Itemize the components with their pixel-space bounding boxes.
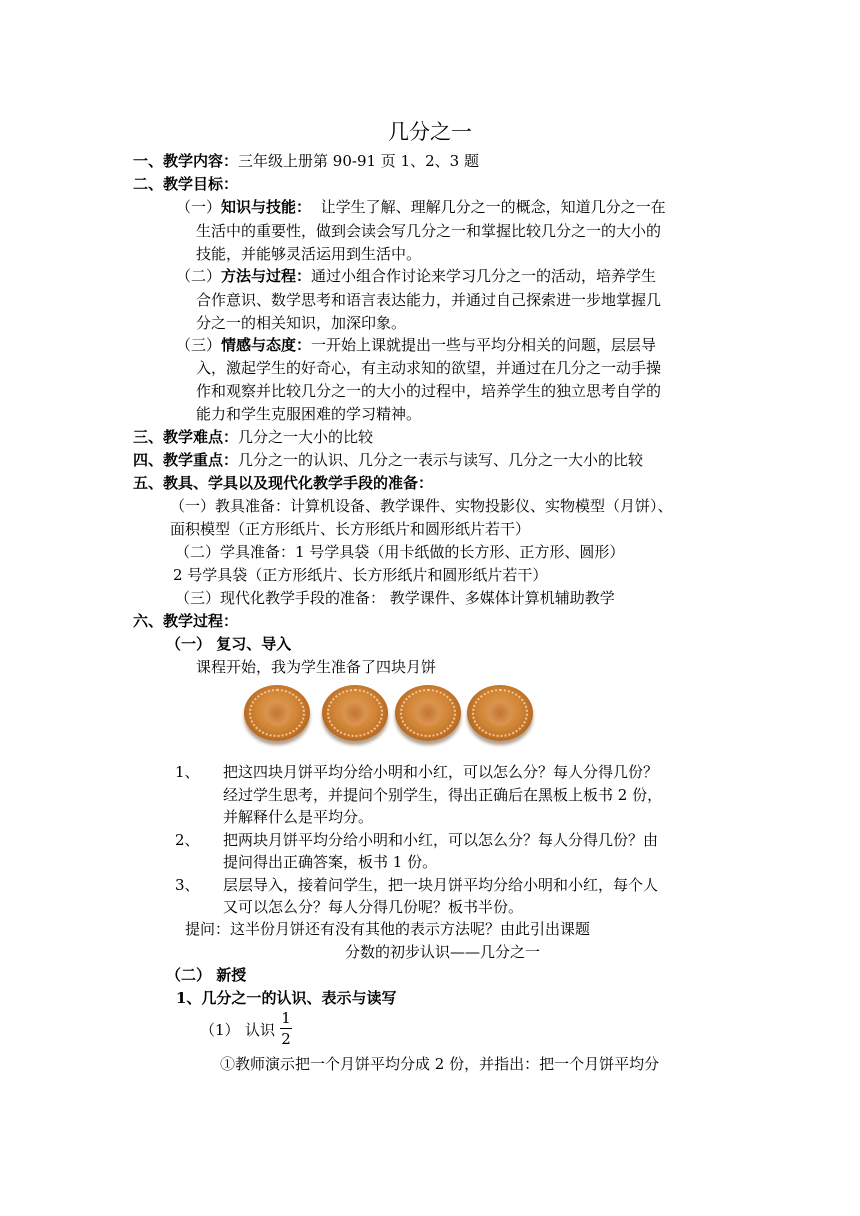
prep-teacher-line1: （一）教具准备：计算机设备、教学课件、实物投影仪、实物模型（月饼）、 <box>170 497 673 515</box>
section-number: 三、 <box>133 428 164 446</box>
prep-student-line1: （二）学具准备：1 号学具袋（用卡纸做的长方形、正方形、圆形） <box>175 543 625 561</box>
list-item-number: 3、 <box>175 876 200 894</box>
list-item-line: 经过学生思考，并提问个别学生，得出正确后在黑板上板书 2 份， <box>223 786 663 804</box>
list-item-line: 把两块月饼平均分给小明和小红，可以怎么分？每人分得几份？由 <box>223 831 659 849</box>
section-text: 几分之一的认识、几分之一表示与读写、几分之一大小的比较 <box>238 451 644 469</box>
section-number: 一、 <box>133 152 164 170</box>
section-content <box>133 151 479 171</box>
goal-text: 一开始上课就提出一些与平均分相关的问题，层层导 <box>311 336 657 354</box>
prep-modern-line: （三）现代化教学手段的准备： 教学课件、多媒体计算机辅助教学 <box>175 589 615 607</box>
section-preparation <box>133 473 433 493</box>
lesson-topic: 分数的初步认识——几分之一 <box>345 943 541 961</box>
section-text: 三年级上册第 90-91 页 1、2、3 题 <box>238 152 479 170</box>
prep-student-line2: 2 号学具袋（正方形纸片、长方形纸片和圆形纸片若干） <box>173 566 548 584</box>
goal-method-line3: 分之一的相关知识，加深印象。 <box>196 314 407 332</box>
section-label: 教学过程： <box>163 612 239 630</box>
section-label: 教学内容： <box>163 152 239 170</box>
section-label: 教学目标： <box>163 175 239 193</box>
subheading-new: （二） 新授 <box>166 966 247 984</box>
section-number: 五、 <box>133 474 164 492</box>
list-item-number: 1、 <box>175 763 200 781</box>
section-text: 几分之一大小的比较 <box>238 428 374 446</box>
section-difficulty <box>133 427 373 447</box>
goal-label: 情感与态度： <box>221 336 312 354</box>
goal-attitude-line2: 入，激起学生的好奇心，有主动求知的欲望，并通过在几分之一动手操 <box>196 359 662 377</box>
goal-knowledge-line3: 技能，并能够灵活运用到生活中。 <box>196 245 422 263</box>
question-text: 提问：这半份月饼还有没有其他的表示方法呢？由此引出课题 <box>185 920 591 938</box>
fraction-denominator: 2 <box>281 1030 291 1048</box>
fraction-bar <box>280 1028 292 1029</box>
list-item-line: 提问得出正确答案，板书 1 份。 <box>223 853 438 871</box>
list-item-line: 层层导入，接着问学生，把一块月饼平均分给小明和小红，每个人 <box>223 876 659 894</box>
section-number: 二、 <box>133 175 164 193</box>
goal-label: 知识与技能： <box>221 198 312 216</box>
subheading-review: （一） 复习、导入 <box>166 635 292 653</box>
goal-number: （二） <box>176 267 222 285</box>
section-number: 六、 <box>133 612 164 630</box>
goal-text: 让学生了解、理解几分之一的概念，知道几分之一在 <box>320 198 666 216</box>
fraction-numerator: 1 <box>281 1009 291 1027</box>
section-process <box>133 611 238 631</box>
section-number: 四、 <box>133 451 164 469</box>
sub-item-text: 认识 <box>245 1021 276 1039</box>
subheading-recognition: 1、几分之一的认识、表示与读写 <box>176 989 397 1007</box>
section-focus <box>133 450 643 470</box>
mooncake-image-4 <box>467 685 533 741</box>
goal-attitude-line1 <box>176 335 656 355</box>
demo-text: ①教师演示把一个月饼平均分成 2 份，并指出：把一个月饼平均分 <box>220 1055 660 1073</box>
goal-attitude-line4: 能力和学生克服困难的学习精神。 <box>196 405 422 423</box>
section-label: 教具、学具以及现代化教学手段的准备： <box>163 474 434 492</box>
mooncake-image-2 <box>322 685 388 741</box>
mooncake-image-1 <box>244 685 310 741</box>
section-label: 教学难点： <box>163 428 239 446</box>
section-goals <box>133 174 238 194</box>
goal-method-line1 <box>176 266 656 286</box>
prep-teacher-line2: 面积模型（正方形纸片、长方形纸片和圆形纸片若干） <box>170 520 531 538</box>
goal-method-line2: 合作意识、数学思考和语言表达能力，并通过自己探索进一步地掌握几 <box>196 291 662 309</box>
list-item-line: 又可以怎么分？每人分得几份呢？板书半份。 <box>223 898 524 916</box>
goal-label: 方法与过程： <box>221 267 312 285</box>
goal-number: （三） <box>176 336 222 354</box>
section-label: 教学重点： <box>163 451 239 469</box>
goal-number: （一） <box>176 198 222 216</box>
goal-text: 通过小组合作讨论来学习几分之一的活动，培养学生 <box>311 267 657 285</box>
goal-knowledge-line2: 生活中的重要性，做到会读会写几分之一和掌握比较几分之一的大小的 <box>196 222 662 240</box>
sub-item-number: （1） <box>200 1021 240 1039</box>
list-item-line: 把这四块月饼平均分给小明和小红，可以怎么分？每人分得几份？ <box>223 763 659 781</box>
page-title: 几分之一 <box>388 120 472 144</box>
goal-knowledge-line1 <box>176 197 666 217</box>
goal-attitude-line3: 作和观察并比较几分之一的大小的过程中，培养学生的独立思考自学的 <box>196 382 662 400</box>
list-item-number: 2、 <box>175 831 200 849</box>
intro-text: 课程开始，我为学生准备了四块月饼 <box>196 658 437 676</box>
mooncake-image-3 <box>395 685 461 741</box>
list-item-line: 并解释什么是平均分。 <box>223 808 374 826</box>
